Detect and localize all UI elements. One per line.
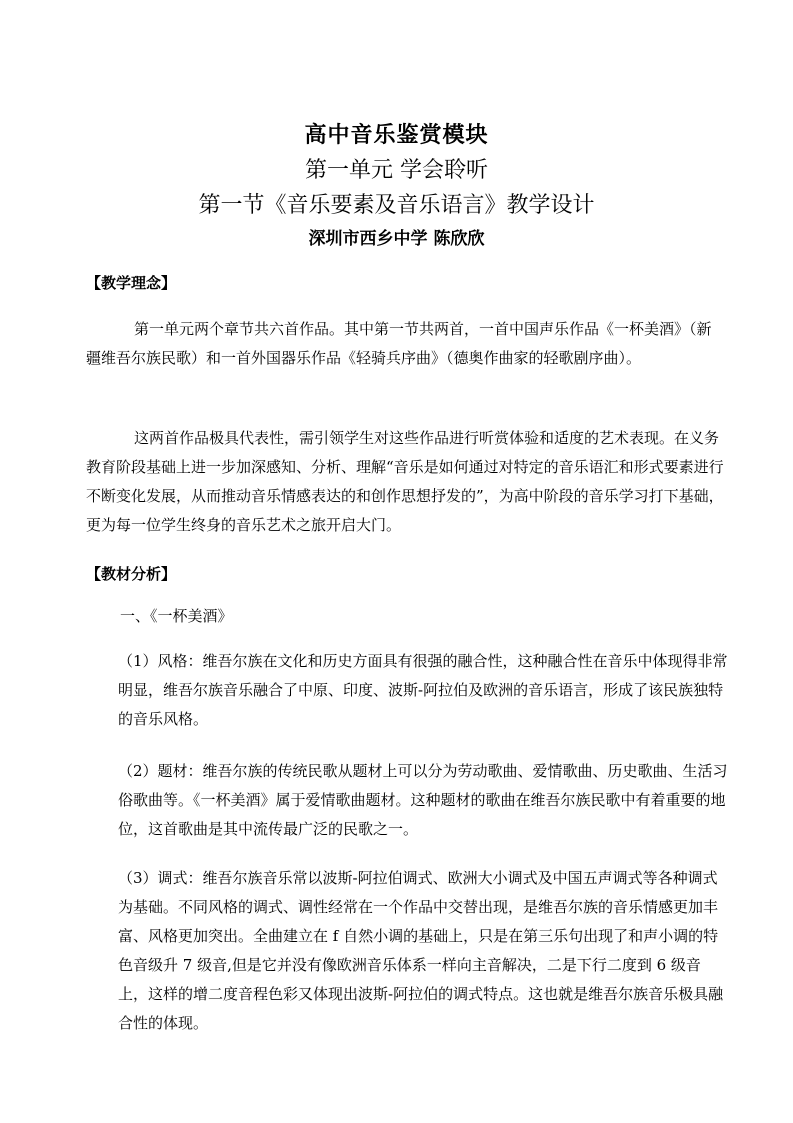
author-line: 深圳市西乡中学 陈欣欣	[308, 229, 485, 249]
analysis-item-theme: （2）题材：维吾尔族的传统民歌从题材上可以分为劳动歌曲、爱情歌曲、历史歌曲、生活习俗歌曲等。《一杯美酒》属于爱情歌曲题材。这种题材的歌曲在维吾尔族民歌中有着重要的地位，这首歌曲是其中流传最广泛的民歌之一。	[118, 762, 728, 838]
heading-material-analysis: 【教材分析】	[86, 565, 177, 583]
philosophy-paragraph-2: 这两首作品极具代表性，需引领学生对这些作品进行听赏体验和适度的艺术表现。在义务教育阶段基础上进一步加深感知、分析、理解“音乐是如何通过对特定的音乐语汇和形式要素进行不断变化发展，从而推动音乐情感表达的和创作思想抒发的”，为高中阶段的音乐学习打下基础，更为每一位学生终身的音乐艺术之旅开启大门。	[86, 429, 724, 534]
unit-title: 第一单元 学会聆听	[305, 158, 488, 183]
document-title: 高中音乐鉴赏模块	[304, 122, 489, 148]
analysis-item-mode: （3）调式：维吾尔族音乐常以波斯-阿拉伯调式、欧洲大小调式及中国五声调式等各种调式为基础。不同风格的调式、调性经常在一个作品中交替出现，是维吾尔族的音乐情感更加丰富、风格更加突出。全曲建立在 f 自然小调的基础上，只是在第三乐句出现了和声小调的特色音级升 7 级音,但是它并没有像欧洲音乐体系一样向主音解决，二是下行二度到 6 级音上，这样的增二度音程色彩又体现出波斯-阿拉伯的调式特点。这也就是维吾尔族音乐极具融合性的体现。	[118, 869, 724, 1032]
section-title: 第一节《音乐要素及音乐语言》教学设计	[198, 193, 595, 218]
subheading-yi-bei-mei-jiu: 一、《一杯美酒》	[120, 607, 233, 625]
analysis-item-style: （1）风格：维吾尔族在文化和历史方面具有很强的融合性，这种融合性在音乐中体现得非常明显，维吾尔族音乐融合了中原、印度、波斯-阿拉伯及欧洲的音乐语言，形成了该民族独特的音乐风格。	[118, 652, 728, 728]
philosophy-paragraph-1: 第一单元两个章节共六首作品。其中第一节共两首，一首中国声乐作品《一杯美酒》（新疆维吾尔族民歌）和一首外国器乐作品《轻骑兵序曲》（德奥作曲家的轻歌剧序曲）。	[86, 320, 712, 367]
heading-teaching-philosophy: 【教学理念】	[86, 274, 177, 292]
